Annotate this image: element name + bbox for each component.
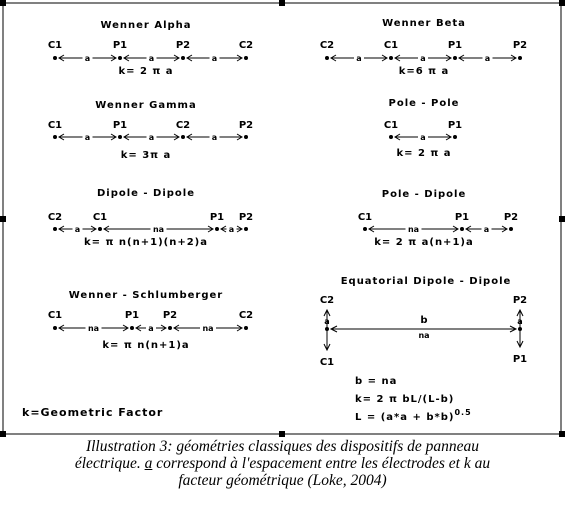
equatorial-formula-k: k= 2 π bL/(L-b) xyxy=(355,394,455,405)
geometric-factor-formula: k= 2 π a(n+1)a xyxy=(374,237,474,248)
panel-title: Dipole - Dipole xyxy=(96,188,196,199)
spacing-label: a xyxy=(84,133,91,142)
frame-handle-bm xyxy=(279,431,285,437)
formula-l-exponent: 0.5 xyxy=(454,408,472,417)
electrode-label: C1 xyxy=(92,212,108,223)
geometric-factor-formula: k= 2 π a xyxy=(118,66,174,77)
panel-title: Wenner Beta xyxy=(382,18,466,29)
electrode-label: C1 xyxy=(383,40,399,51)
panel-title: Pole - Pole xyxy=(388,98,460,109)
frame-handle-bl xyxy=(0,431,6,437)
electrode-label: P2 xyxy=(238,120,254,131)
frame-handle-br xyxy=(559,431,565,437)
electrode-label: C2 xyxy=(175,120,191,131)
config-panel xyxy=(358,189,518,248)
config-panel xyxy=(384,98,462,159)
electrode-dot xyxy=(215,227,219,231)
horizontal-spacing-label-na: na xyxy=(418,331,430,340)
electrode-dot xyxy=(181,135,185,139)
electrode-dot xyxy=(325,56,329,60)
electrode-dot xyxy=(244,135,248,139)
caption-underlined-a: a xyxy=(144,455,153,472)
spacing-label: a xyxy=(148,324,154,333)
frame-handle-tl xyxy=(0,0,6,6)
electrode-dot xyxy=(453,56,457,60)
electrode-dot xyxy=(244,56,248,60)
frame-handle-ml xyxy=(0,216,6,222)
electrode-dot xyxy=(389,56,393,60)
electrode-dot xyxy=(98,227,102,231)
equatorial-title: Equatorial Dipole - Dipole xyxy=(340,276,512,287)
electrode-dot xyxy=(118,56,122,60)
caption-line-3: facteur géométrique (Loke, 2004) xyxy=(178,472,387,489)
spacing-label: a xyxy=(148,54,155,63)
electrode-label: C1 xyxy=(319,357,335,368)
spacing-label: a xyxy=(84,54,91,63)
panel-title: Wenner Alpha xyxy=(100,20,192,31)
electrode-label: P2 xyxy=(238,212,254,223)
electrode-label: P2 xyxy=(512,295,528,306)
spacing-label: a xyxy=(74,225,81,234)
electrode-label: P1 xyxy=(512,354,528,365)
electrode-dot xyxy=(453,135,457,139)
geometric-factor-note: k=Geometric Factor xyxy=(22,406,164,419)
electrode-label: C2 xyxy=(238,40,254,51)
electrode-dot xyxy=(389,135,393,139)
vertical-spacing-label: a xyxy=(517,317,523,326)
electrode-label: P1 xyxy=(447,40,463,51)
geometric-factor-formula: k= 2 π a xyxy=(396,148,452,159)
geometric-factor-formula: k= π n(n+1)(n+2)a xyxy=(84,237,208,248)
frame-handle-tm xyxy=(279,0,285,6)
frame-handle-mr xyxy=(559,216,565,222)
figure-caption xyxy=(0,438,565,489)
config-panel xyxy=(48,188,253,248)
configuration-panels xyxy=(48,18,527,351)
electrode-dot xyxy=(53,326,57,330)
spacing-label: a xyxy=(356,54,362,63)
panel-title: Pole - Dipole xyxy=(381,189,467,200)
spacing-label: a xyxy=(211,133,218,142)
equatorial-formula-l xyxy=(355,408,472,423)
electrode-dot xyxy=(118,135,122,139)
electrode-label: P1 xyxy=(112,40,128,51)
spacing-label: a xyxy=(148,133,155,142)
equatorial-formula-b: b = na xyxy=(355,376,398,387)
config-panel xyxy=(48,20,253,77)
geometric-factor-formula: k= π n(n+1)a xyxy=(102,340,190,351)
electrode-dot xyxy=(244,227,248,231)
panel-title: Wenner - Schlumberger xyxy=(68,290,224,301)
electrode-label: C1 xyxy=(383,120,399,131)
electrode-label: P2 xyxy=(175,40,191,51)
spacing-label: a xyxy=(211,54,218,63)
config-panel xyxy=(48,290,253,351)
spacing-label: na xyxy=(152,225,165,234)
electrode-dot xyxy=(53,227,57,231)
spacing-label: na xyxy=(87,324,100,333)
electrode-label: P2 xyxy=(162,310,178,321)
config-panel xyxy=(48,100,253,161)
electrode-label: P2 xyxy=(503,212,519,223)
electrode-label: C2 xyxy=(319,40,335,51)
electrode-dot xyxy=(244,326,248,330)
electrode-label: P1 xyxy=(454,212,470,223)
horizontal-spacing-label-b: b xyxy=(420,315,428,326)
caption-line-2-start: électrique. xyxy=(74,455,145,472)
vertical-spacing-label: a xyxy=(324,317,330,326)
electrode-dot xyxy=(460,227,464,231)
caption-line-1: Illustration 3: géométries classiques des dispositifs de panneau xyxy=(85,438,480,455)
spacing-label: a xyxy=(483,225,490,234)
caption-line-2-end: correspond à l'espacement entre les électrodes et k au xyxy=(152,455,491,472)
electrode-dot xyxy=(53,56,57,60)
geometric-factor-formula: k=6 π a xyxy=(398,66,450,77)
electrode-dot xyxy=(325,327,329,331)
electrode-dot xyxy=(53,135,57,139)
electrode-label: P1 xyxy=(112,120,128,131)
config-panel xyxy=(320,18,527,77)
electrode-label: C1 xyxy=(47,310,63,321)
electrode-label: P1 xyxy=(209,212,225,223)
frame-handle-tr xyxy=(559,0,565,6)
formula-l-base: L = (a*a + b*b) xyxy=(355,412,455,423)
electrode-label: C1 xyxy=(47,120,63,131)
electrode-label: C1 xyxy=(47,40,63,51)
spacing-label: a xyxy=(420,54,426,63)
panel-title: Wenner Gamma xyxy=(95,100,197,111)
spacing-label: na xyxy=(407,225,420,234)
figure-frame xyxy=(3,3,561,434)
electrode-label: P1 xyxy=(447,120,463,131)
electrode-dot xyxy=(181,56,185,60)
electrode-dot xyxy=(509,227,513,231)
electrode-dot xyxy=(518,56,522,60)
caption-line-2 xyxy=(0,455,565,472)
spacing-label: a xyxy=(228,225,235,234)
electrode-label: C2 xyxy=(238,310,254,321)
electrode-dot xyxy=(130,326,134,330)
equatorial-panel xyxy=(320,276,527,423)
electrode-label: C2 xyxy=(47,212,63,223)
spacing-label: a xyxy=(420,133,426,142)
geometric-factor-formula: k= 3π a xyxy=(120,150,172,161)
electrode-dot xyxy=(363,227,367,231)
spacing-label: na xyxy=(202,324,214,333)
spacing-label: a xyxy=(484,54,491,63)
electrode-dot xyxy=(518,327,522,331)
electrode-label: C1 xyxy=(357,212,373,223)
electrode-label: P2 xyxy=(512,40,528,51)
electrode-label: P1 xyxy=(124,310,140,321)
electrode-label: C2 xyxy=(319,295,335,306)
electrode-dot xyxy=(168,326,172,330)
